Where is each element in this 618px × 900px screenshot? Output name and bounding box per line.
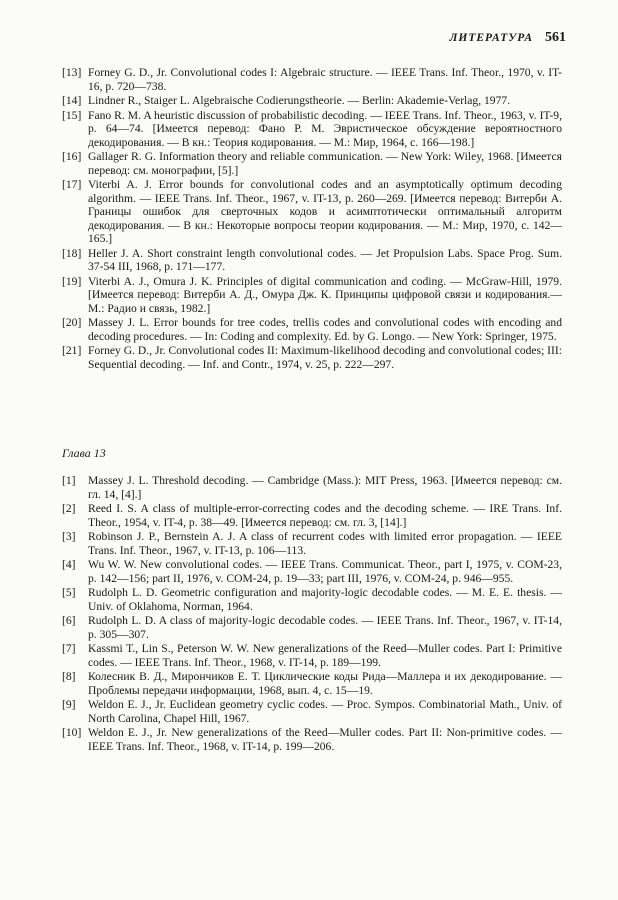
reference-number: [18] — [62, 246, 82, 260]
reference-entry — [62, 586, 562, 613]
reference-entry — [62, 275, 562, 316]
reference-entry — [62, 150, 562, 177]
reference-entry — [62, 642, 562, 669]
reference-entry — [62, 316, 562, 343]
reference-number: [9] — [62, 698, 76, 711]
section-title: ЛИТЕРАТУРА — [449, 32, 533, 44]
reference-number: [2] — [62, 502, 76, 515]
reference-text: Колесник В. Д., Мирончиков Е. Т. Циклические коды Рида—Маллера и их декодирование. — Проблемы передачи информации, 1968, вып. 4, с. 15—19. — [88, 670, 562, 697]
reference-list-chapter-12 — [62, 66, 562, 372]
reference-number: [7] — [62, 642, 76, 655]
reference-text: Massey J. L. Error bounds for tree codes, trellis codes and convolutional codes with encoding and decoding procedures. — In: Coding and complexity. Ed. by G. Longo. — New York: Springer, 1975. — [88, 316, 562, 343]
reference-text: Weldon E. J., Jr. New generalizations of the Reed—Muller codes. Part II: Non-primitive codes. — IEEE Trans. Inf. Theor., 1968, v. IT-14, p. 199—206. — [88, 726, 562, 753]
reference-entry — [62, 94, 562, 108]
reference-number: [20] — [62, 316, 82, 329]
reference-text: Gallager R. G. Information theory and reliable communication. — New York: Wiley, 1968. [Имеется перевод: см. монографии, [5].] — [88, 150, 562, 177]
reference-number: [19] — [62, 274, 82, 288]
reference-text: Lindner R., Staiger L. Algebraische Codierungstheorie. — Berlin: Akademie-Verlag, 1977. — [88, 94, 511, 107]
reference-entry — [62, 178, 562, 246]
reference-text: Fano R. M. A heuristic discussion of probabilistic decoding. — IEEE Trans. Inf. Theor., 1963, v. IT-9, p. 64—74. [Имеется перевод: Фано Р. М. Эвристическое обсуждение вероятностного декодирования. — В кн.: Теория кодирования. — М.: Мир, 1964, с. 166—198.] — [88, 108, 562, 149]
reference-text: Reed I. S. A class of multiple-error-correcting codes and the decoding scheme. — IRE Trans. Inf. Theor., 1954, v. IT-4, p. 38—49. [Имеется перевод: см. гл. 3, [14].] — [88, 502, 562, 529]
reference-number: [3] — [62, 530, 76, 543]
reference-entry — [62, 502, 562, 529]
reference-number: [17] — [62, 178, 82, 191]
reference-entry — [62, 66, 562, 93]
reference-number: [16] — [62, 150, 82, 163]
reference-number: [8] — [62, 670, 76, 683]
reference-entry — [62, 558, 562, 585]
reference-number: [21] — [62, 344, 82, 357]
reference-text: Weldon E. J., Jr. Euclidean geometry cyclic codes. — Proc. Sympos. Combinatorial Math., Univ. of North Carolina, Chapel Hill, 1967. — [88, 698, 562, 725]
reference-number: [1] — [62, 474, 76, 487]
reference-number: [6] — [62, 614, 76, 627]
page-number: 561 — [545, 30, 566, 45]
reference-entry — [62, 474, 562, 501]
reference-text: Viterbi A. J., Omura J. K. Principles of digital communication and coding. — McGraw-Hill, 1979. [Имеется перевод: Витерби А. Д., Омура Дж. К. Принципы цифровой связи и кодирования.—М.: Радио и связь, 1982.] — [88, 274, 562, 315]
reference-entry — [62, 698, 562, 725]
reference-entry — [62, 247, 562, 274]
reference-text: Wu W. W. New convolutional codes. — IEEE Trans. Communicat. Theor., part I, 1975, v. COM-23, p. 142—156; part II, 1976, v. COM-24, p. 19—33; part III, 1976, v. COM-24, p. 946—955. — [88, 558, 562, 585]
reference-text: Forney G. D., Jr. Convolutional codes I: Algebraic structure. — IEEE Trans. Inf. Theor., 1970, v. IT-16, p. 720—738. — [88, 66, 562, 93]
reference-number: [10] — [62, 726, 82, 739]
reference-text: Viterbi A. J. Error bounds for convolutional codes and an asymptotically optimum decoding algorithm. — IEEE Trans. Inf. Theor., 1967, v. IT-13, p. 260—269. [Имеется перевод: Витерби А. Границы ошибок для сверточных кодов и асимптотически оптимальный алгоритм декодирования. — В кн.: Некоторые вопросы теории кодирования. — М.: Мир, 1970, с. 142—165.] — [88, 178, 562, 245]
reference-text: Rudolph L. D. Geometric configuration and majority-logic decodable codes. — M. E. E. thesis. — Univ. of Oklahoma, Norman, 1964. — [88, 586, 562, 613]
running-header — [450, 30, 567, 46]
reference-text: Massey J. L. Threshold decoding. — Cambridge (Mass.): MIT Press, 1963. [Имеется перевод: см. гл. 14, [4].] — [88, 474, 562, 501]
reference-text: Rudolph L. D. A class of majority-logic decodable codes. — IEEE Trans. Inf. Theor., 1967, v. IT-14, p. 305—307. — [88, 614, 562, 641]
reference-entry — [62, 344, 562, 371]
reference-text: Robinson J. P., Bernstein A. J. A class of recurrent codes with limited error propagation. — IEEE Trans. Inf. Theor., 1967, v. IT-13, p. 106—113. — [88, 530, 562, 557]
reference-entry — [62, 530, 562, 557]
reference-entry — [62, 614, 562, 641]
reference-text: Forney G. D., Jr. Convolutional codes II: Maximum-likelihood decoding and convolutional codes; III: Sequential decoding. — Inf. and Contr., 1974, v. 25, p. 222—297. — [88, 344, 562, 371]
reference-text: Heller J. A. Short constraint length convolutional codes. — Jet Propulsion Labs. Space Prog. Sum. 37-54 III, 1968, p. 171—177. — [88, 246, 562, 273]
reference-entry — [62, 670, 562, 697]
reference-number: [13] — [62, 66, 82, 79]
reference-entry — [62, 109, 562, 150]
reference-number: [4] — [62, 558, 76, 571]
reference-text: Kassmi T., Lin S., Peterson W. W. New generalizations of the Reed—Muller codes. Part I: Primitive codes. — IEEE Trans. Inf. Theor., 1968, v. IT-14, p. 189—199. — [88, 642, 562, 669]
reference-entry — [62, 726, 562, 753]
reference-list-chapter-13 — [62, 474, 562, 754]
chapter-label: Глава 13 — [62, 446, 106, 460]
reference-number: [5] — [62, 586, 76, 599]
reference-number: [14] — [62, 94, 82, 107]
reference-number: [15] — [62, 108, 82, 122]
